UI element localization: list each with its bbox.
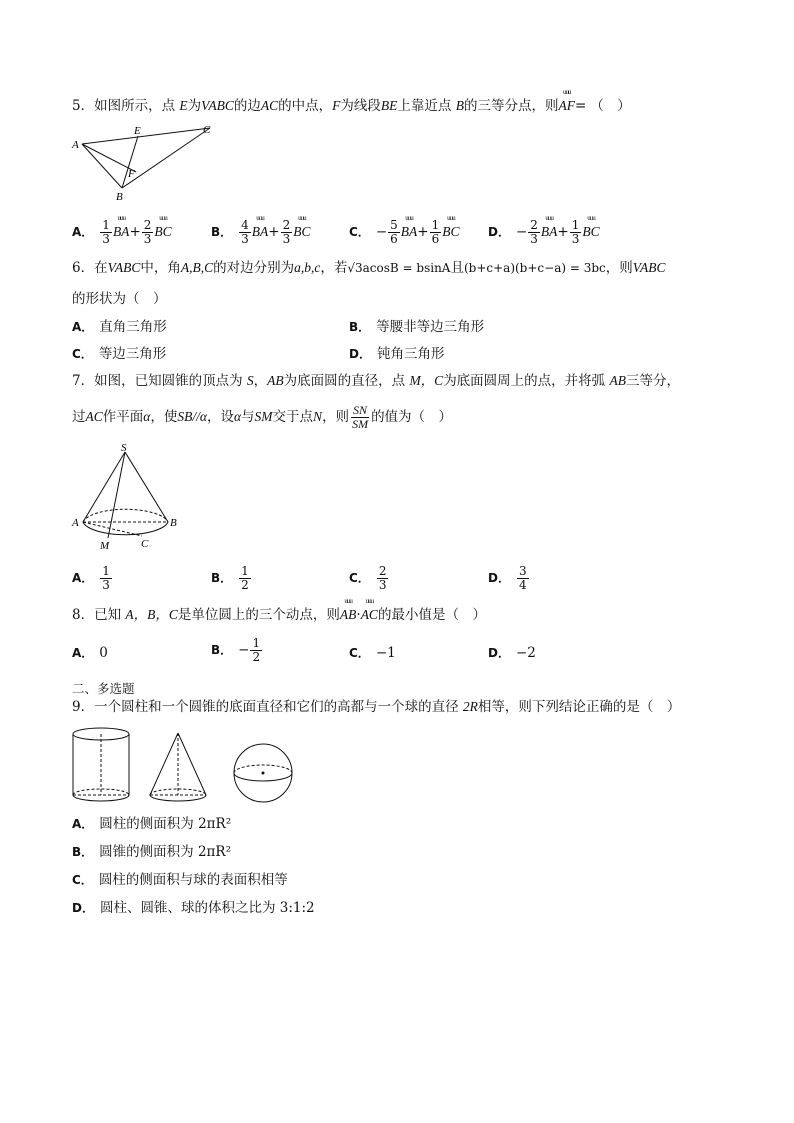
option-label: C． bbox=[72, 873, 93, 887]
option-label: A． bbox=[72, 225, 94, 239]
fraction bbox=[528, 219, 540, 246]
angles: A,B,C bbox=[180, 260, 214, 275]
option-text: 圆柱的侧面积为 2πR² bbox=[99, 816, 232, 832]
denominator: 2 bbox=[241, 578, 249, 592]
option-text: 0 bbox=[99, 645, 108, 661]
minus: − bbox=[238, 642, 250, 658]
option-label: D． bbox=[349, 347, 371, 361]
q9-option-d[interactable] bbox=[72, 899, 315, 917]
option-text: −1 bbox=[375, 645, 396, 661]
plane-alpha: α bbox=[233, 409, 242, 424]
q7-text: ， bbox=[253, 373, 268, 389]
q8-option-b[interactable] bbox=[211, 637, 263, 664]
q7-text: 为底面圆的直径，点 bbox=[283, 373, 410, 389]
sides: a,b,c bbox=[294, 260, 321, 275]
q5-option-c[interactable] bbox=[349, 219, 459, 246]
q5-stem bbox=[72, 97, 631, 115]
numerator: 2 bbox=[530, 218, 538, 232]
q6-text: 的对边分别为 bbox=[213, 260, 295, 276]
q5-option-b[interactable] bbox=[211, 219, 311, 246]
plus: + bbox=[129, 224, 141, 240]
label-b: B bbox=[116, 191, 123, 203]
q6-option-a[interactable] bbox=[72, 318, 167, 336]
q8-stem bbox=[72, 606, 486, 624]
fraction bbox=[100, 565, 112, 592]
point-e: E bbox=[179, 98, 188, 113]
fraction bbox=[281, 219, 293, 246]
q8-option-a[interactable] bbox=[72, 644, 108, 662]
label-f: F bbox=[128, 168, 135, 180]
plus: + bbox=[417, 224, 429, 240]
denominator: 3 bbox=[143, 232, 152, 246]
vector-ba: uuu BA bbox=[113, 223, 130, 241]
option-label: A． bbox=[72, 817, 94, 831]
option-text: 直角三角形 bbox=[99, 319, 167, 335]
option-label: A． bbox=[72, 571, 94, 585]
option-text: 等边三角形 bbox=[98, 346, 167, 362]
option-text: 圆锥的侧面积为 2πR² bbox=[99, 844, 231, 860]
minus: − bbox=[515, 224, 528, 240]
denominator: 3 bbox=[241, 232, 249, 246]
numerator: 1 bbox=[102, 564, 110, 578]
segment-sm: SM bbox=[254, 409, 273, 424]
numerator: 1 bbox=[102, 218, 110, 232]
q5-text: 的三等分点，则 bbox=[463, 98, 559, 114]
numerator: 1 bbox=[252, 636, 261, 650]
numerator: SN bbox=[353, 402, 368, 417]
q7-text: 交于点 bbox=[272, 409, 314, 425]
fraction bbox=[570, 219, 582, 246]
ratio-fraction bbox=[350, 404, 370, 431]
q9-solids-figure bbox=[70, 725, 300, 807]
segment-ab: AB bbox=[267, 373, 284, 388]
label-a: A bbox=[72, 517, 79, 529]
q7-cone-figure bbox=[70, 442, 180, 552]
q7-text: ，设 bbox=[206, 409, 234, 425]
numerator: 3 bbox=[518, 564, 527, 578]
q6-stem-line2: 的形状为（ ） bbox=[72, 291, 167, 307]
condition-1: √3acosB = bsinA bbox=[347, 261, 451, 275]
q7-text: 三等分， bbox=[625, 373, 680, 389]
denominator: 3 bbox=[571, 232, 580, 246]
label-s: S bbox=[121, 442, 127, 454]
q7-text: 7．如图，已知圆锥的顶点为 bbox=[72, 373, 247, 389]
q6-text: ，则 bbox=[605, 260, 633, 276]
option-label: B． bbox=[211, 643, 233, 657]
segment-ac: AC bbox=[260, 98, 279, 113]
minus: − bbox=[375, 224, 388, 240]
option-label: C． bbox=[349, 571, 370, 585]
numerator: 2 bbox=[282, 218, 291, 232]
q9-option-a[interactable] bbox=[72, 815, 231, 833]
q7-option-d[interactable] bbox=[488, 565, 530, 592]
numerator: 2 bbox=[143, 218, 152, 232]
q8-option-d[interactable] bbox=[488, 644, 536, 662]
option-label: B． bbox=[349, 320, 371, 334]
option-label: C． bbox=[349, 646, 370, 660]
point-f: F bbox=[332, 98, 341, 113]
vector-ba: uuu BA bbox=[401, 223, 418, 241]
q7-text: 的值为（ ） bbox=[371, 409, 453, 425]
q7-stem bbox=[72, 372, 680, 390]
q7-text: 为底面圆周上的点，并将弧 bbox=[443, 373, 610, 389]
q6-option-d[interactable] bbox=[349, 345, 444, 363]
fraction bbox=[142, 219, 154, 246]
vector-ba: uuu BA bbox=[541, 223, 558, 241]
option-label: C． bbox=[349, 225, 370, 239]
denominator: 2 bbox=[252, 650, 261, 664]
point-b: B bbox=[455, 98, 464, 113]
q9-option-b[interactable] bbox=[72, 843, 231, 861]
triangle-abc: VABC bbox=[107, 260, 141, 275]
q6-stem bbox=[72, 259, 666, 277]
fraction bbox=[388, 219, 400, 246]
section-title: 二、多选题 bbox=[72, 681, 135, 696]
q7-stem-line2 bbox=[72, 402, 452, 432]
option-label: C． bbox=[72, 347, 93, 361]
q8-text: 8．已知 bbox=[72, 607, 126, 623]
q5-text: 的中点， bbox=[278, 98, 333, 114]
q5-option-a[interactable] bbox=[72, 219, 172, 246]
q6-text: 中，角 bbox=[140, 260, 181, 276]
numerator: 1 bbox=[241, 564, 249, 578]
label-c: C bbox=[141, 538, 149, 550]
denominator: 6 bbox=[431, 232, 440, 246]
q9-text: 相等，则下列结论正确的是（ ） bbox=[477, 699, 681, 715]
option-label: B． bbox=[211, 225, 233, 239]
q5-text: 为线段 bbox=[340, 98, 381, 114]
fraction bbox=[250, 637, 262, 664]
q7-text: 与 bbox=[241, 409, 255, 425]
vector-bc: uuu BC bbox=[293, 223, 310, 241]
q5-triangle-figure bbox=[70, 122, 220, 202]
fraction bbox=[100, 219, 112, 246]
condition-2: (b+c+a)(b+c−a) = 3bc bbox=[463, 261, 606, 275]
vector-bc: uuu BC bbox=[582, 223, 599, 241]
plus: + bbox=[557, 224, 569, 240]
fraction bbox=[239, 565, 251, 592]
denominator: SM bbox=[352, 416, 369, 431]
q5-text: 为 bbox=[187, 98, 202, 114]
q9-stem bbox=[72, 698, 680, 716]
q5-text: 上靠近点 bbox=[397, 98, 456, 114]
fraction bbox=[517, 565, 529, 592]
q6-text: ，若 bbox=[320, 260, 348, 276]
option-label: D． bbox=[488, 646, 510, 660]
equals-sign: = bbox=[574, 98, 587, 114]
option-label: A． bbox=[72, 320, 94, 334]
option-label: D． bbox=[488, 225, 510, 239]
option-label: B． bbox=[72, 845, 94, 859]
q5-option-d[interactable] bbox=[488, 219, 600, 246]
q7-text: ，则 bbox=[322, 409, 350, 425]
plane-alpha: α bbox=[143, 409, 151, 424]
q6-option-b[interactable] bbox=[349, 318, 484, 336]
diameter-2r: 2R bbox=[462, 699, 478, 714]
fraction bbox=[430, 219, 442, 246]
fraction bbox=[377, 565, 389, 592]
label-e: E bbox=[134, 125, 141, 137]
vector-ac: uuu AC bbox=[361, 606, 378, 624]
numerator: 2 bbox=[378, 564, 387, 578]
option-text: −2 bbox=[515, 645, 536, 661]
numerator: 5 bbox=[390, 218, 398, 232]
option-text: 圆柱、圆锥、球的体积之比为 3:1:2 bbox=[99, 900, 315, 916]
point-n: N bbox=[313, 409, 323, 424]
segment-be: BE bbox=[380, 98, 398, 113]
triangle-abc: VABC bbox=[632, 260, 666, 275]
option-label: A． bbox=[72, 646, 94, 660]
numerator: 1 bbox=[431, 218, 440, 232]
option-text: 钝角三角形 bbox=[376, 346, 445, 362]
option-label: D． bbox=[488, 571, 510, 585]
vector-ba: uuu BA bbox=[252, 223, 269, 241]
denominator: 3 bbox=[102, 578, 110, 592]
q6-text: 且 bbox=[450, 260, 464, 276]
q7-option-a[interactable] bbox=[72, 565, 113, 592]
q9-text: 9．一个圆柱和一个圆锥的底面直径和它们的高都与一个球的直径 bbox=[72, 699, 463, 715]
label-m: M bbox=[100, 540, 110, 552]
q9-option-c[interactable] bbox=[72, 871, 288, 889]
q7-option-c[interactable] bbox=[349, 565, 389, 592]
label-b: B bbox=[170, 517, 177, 529]
denominator: 3 bbox=[378, 578, 387, 592]
label-c: C bbox=[203, 124, 211, 136]
vector-af: uuu AF bbox=[558, 97, 575, 115]
denominator: 3 bbox=[102, 232, 110, 246]
denominator: 4 bbox=[518, 578, 527, 592]
plus: + bbox=[268, 224, 280, 240]
parallel-condition: SB//α bbox=[177, 409, 207, 424]
vector-bc: uuu BC bbox=[442, 223, 459, 241]
q8-text: 是单位圆上的三个动点，则 bbox=[177, 607, 340, 623]
numerator: 4 bbox=[241, 218, 249, 232]
q5-text: 5．如图所示，点 bbox=[72, 98, 180, 114]
q5-text: 的边 bbox=[233, 98, 261, 114]
option-text: 等腰非等边三角形 bbox=[376, 319, 485, 335]
q8-text: 的最小值是（ ） bbox=[377, 607, 486, 623]
answer-paren: （ ） bbox=[590, 98, 631, 114]
option-label: B． bbox=[211, 571, 233, 585]
points-abc: A，B，C bbox=[125, 607, 178, 622]
arc-ab: AB bbox=[609, 373, 626, 388]
numerator: 1 bbox=[571, 218, 580, 232]
denominator: 3 bbox=[282, 232, 291, 246]
segment-ac: AC bbox=[85, 409, 103, 424]
vector-bc: uuu BC bbox=[154, 223, 171, 241]
option-label: D． bbox=[72, 901, 94, 915]
denominator: 6 bbox=[390, 232, 398, 246]
q7-text: 作平面 bbox=[102, 409, 144, 425]
points-mc: M，C bbox=[409, 373, 444, 388]
option-text: 圆柱的侧面积与球的表面积相等 bbox=[98, 872, 288, 888]
q7-text: ，使 bbox=[150, 409, 178, 425]
fraction bbox=[239, 219, 251, 246]
triangle-abc: VABC bbox=[201, 98, 234, 113]
dot-operator: · bbox=[356, 607, 361, 623]
q8-option-c[interactable] bbox=[349, 644, 396, 662]
label-a: A bbox=[72, 139, 79, 151]
point-s: S bbox=[246, 373, 254, 388]
vector-ab: uuu AB bbox=[340, 606, 357, 624]
denominator: 3 bbox=[530, 232, 538, 246]
q6-option-c[interactable] bbox=[72, 345, 166, 363]
q7-text: 过 bbox=[72, 409, 86, 425]
q7-option-b[interactable] bbox=[211, 565, 252, 592]
q6-text: 6．在 bbox=[72, 260, 108, 276]
